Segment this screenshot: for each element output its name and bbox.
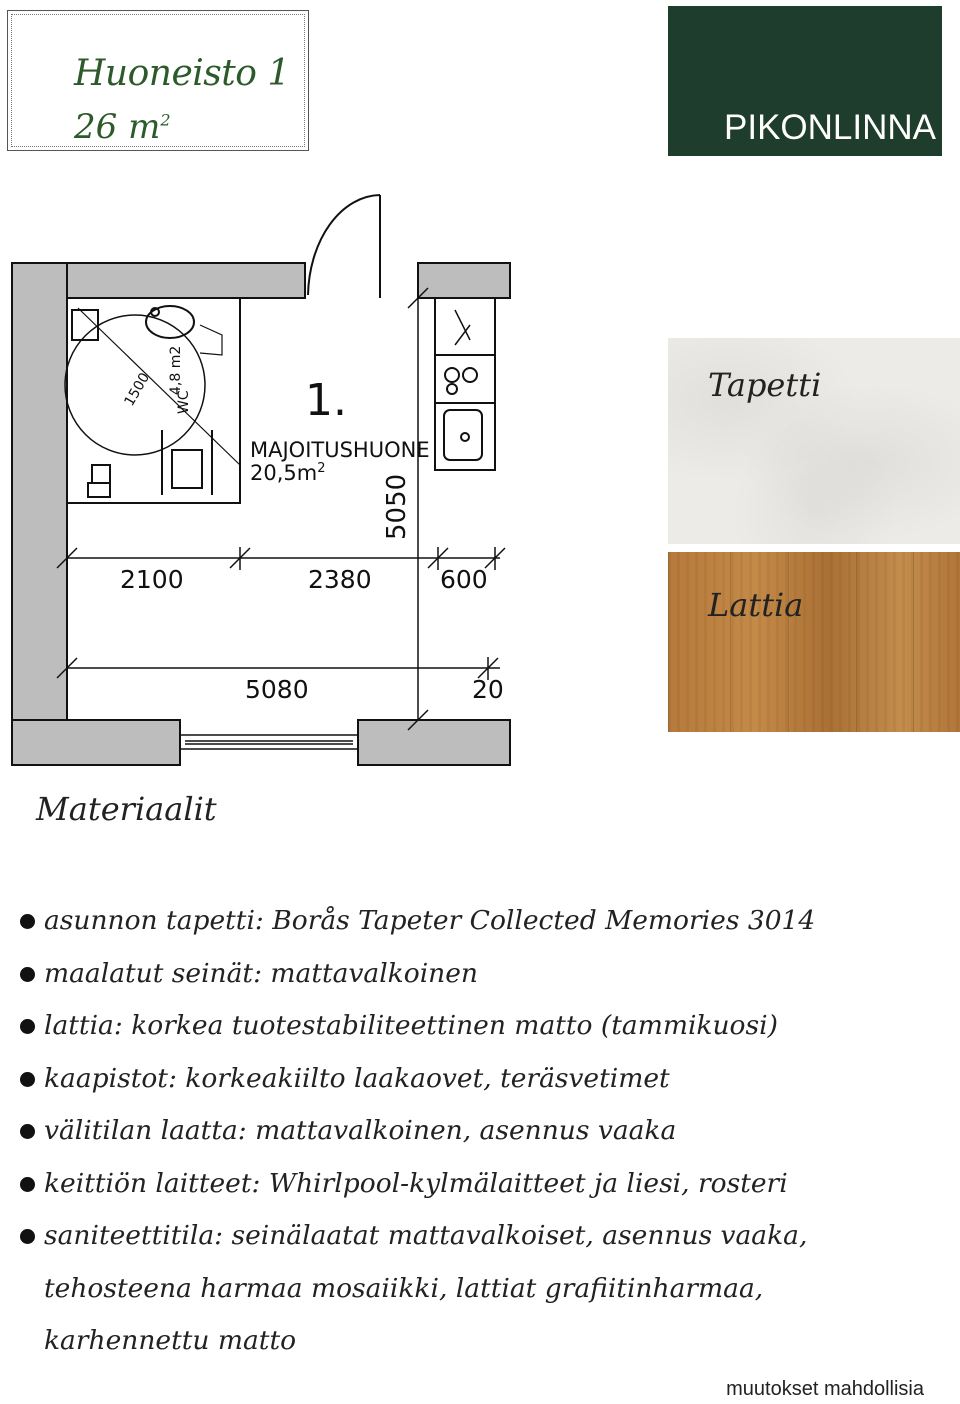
depth-dimension: 5050: [382, 473, 412, 540]
dimension-2100: 2100: [120, 565, 184, 594]
wallpaper-label: Tapetti: [708, 366, 822, 404]
material-item: kaapistot: korkeakiilto laakaovet, teräsvetimet: [0, 1053, 960, 1106]
materials-heading: Materiaalit: [36, 790, 217, 828]
door: [305, 195, 418, 298]
material-item: saniteettitila: seinälaatat mattavalkoiset, asennus vaaka,: [0, 1210, 960, 1263]
floor-plan: [0, 175, 512, 775]
turning-circle-label: 1500: [121, 370, 154, 410]
room-area: $20,5m^2$: [250, 461, 326, 485]
apartment-title-box: [7, 10, 309, 151]
dimension-2380: 2380: [308, 565, 372, 594]
wc-label: WC: [176, 390, 192, 414]
brand-name: PIKONLINNA: [724, 108, 936, 147]
dimension-600: 600: [440, 565, 488, 594]
materials-list: [0, 895, 960, 1368]
wallpaper-swatch: [668, 338, 960, 544]
footnote: muutokset mahdollisia: [726, 1378, 924, 1400]
material-item-continuation: tehosteena harmaa mosaiikki, lattiat grafiitinharmaa,: [44, 1272, 764, 1304]
apartment-name: Huoneisto 1: [74, 53, 290, 94]
bathroom: [65, 298, 240, 503]
material-item-continuation: karhennettu matto: [44, 1325, 297, 1356]
material-item: lattia: korkea tuotestabiliteettinen matto (tammikuosi): [0, 1000, 960, 1053]
material-item: asunnon tapetti: Borås Tapeter Collected Memories 3014: [0, 895, 960, 948]
dimension-edge: 20: [472, 675, 504, 704]
brand-logo: [668, 6, 942, 156]
material-item: keittiön laitteet: Whirlpool-kylmälaitteet ja liesi, rosteri: [0, 1158, 960, 1211]
material-item: maalatut seinät: mattavalkoinen: [0, 948, 960, 1001]
room-name: MAJOITUSHUONE: [250, 438, 430, 462]
apartment-area: 26 $m^2$: [74, 107, 171, 147]
window: [180, 735, 358, 749]
floor-label: Lattia: [708, 586, 804, 624]
wc-area-label: 4,8 m2: [168, 345, 184, 395]
dimension-total: 5080: [245, 675, 309, 704]
kitchenette: [435, 298, 495, 470]
room-number: 1.: [305, 375, 347, 426]
floor-swatch: [668, 552, 960, 732]
material-item: välitilan laatta: mattavalkoinen, asennus vaaka: [0, 1105, 960, 1158]
